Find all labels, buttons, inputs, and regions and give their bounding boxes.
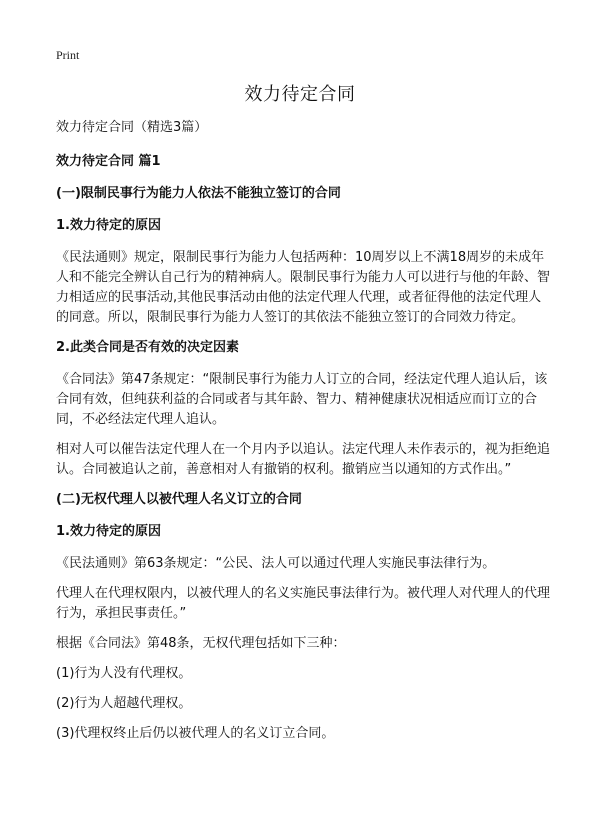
print-label: Print	[56, 48, 80, 62]
subsection-heading-1-1: 1.效力待定的原因	[56, 218, 161, 233]
section-heading-2: (二)无权代理人以被代理人名义订立的合同	[56, 492, 302, 507]
paragraph-2-1: 《民法通则》第63条规定：“公民、法人可以通过代理人实施民事法律行为。	[56, 556, 496, 571]
article-heading: 效力待定合同 篇1	[56, 154, 161, 169]
paragraph-2-3: 根据《合同法》第48条，无权代理包括如下三种：	[56, 636, 346, 651]
paragraph-1-2-b: 相对人可以催告法定代理人在一个月内予以追认。法定代理人未作表示的，视为拒绝追认。合同被追认之前，善意相对人有撤销的权利。撤销应当以通知的方式作出。”	[56, 442, 551, 477]
list-item: (1)行为人没有代理权。	[56, 666, 192, 681]
subsection-heading-1-2: 2.此类合同是否有效的决定因素	[56, 340, 239, 355]
subsection-heading-2-1: 1.效力待定的原因	[56, 524, 161, 539]
document-subtitle: 效力待定合同（精选3篇）	[56, 120, 208, 135]
paragraph-1-1: 《民法通则》规定，限制民事行为能力人包括两种：10周岁以上不满18周岁的未成年人和不能完全辨认自己行为的精神病人。限制民事行为能力人可以进行与他的年龄、智力相适应的民事活动,其他民事活动由他的法定代理人代理，或者征得他的法定代理人的同意。所以，限制民事行为能力人签订的其依法不能独立签订的合同效力待定。	[56, 250, 551, 325]
document-title: 效力待定合同	[244, 84, 356, 105]
list-item: (3)代理权终止后仍以被代理人的名义订立合同。	[56, 726, 335, 741]
paragraph-1-2-a: 《合同法》第47条规定：“限制民事行为能力人订立的合同，经法定代理人追认后，该合同有效，但纯获利益的合同或者与其年龄、智力、精神健康状况相适应而订立的合同，不必经法定代理人追认。	[56, 372, 548, 427]
document-body	[56, 118, 552, 754]
paragraph-2-2: 代理人在代理权限内，以被代理人的名义实施民事法律行为。被代理人对代理人的代理行为，承担民事责任。”	[56, 586, 551, 621]
list-item: (2)行为人超越代理权。	[56, 696, 192, 711]
section-heading-1: (一)限制民事行为能力人依法不能独立签订的合同	[56, 186, 341, 201]
